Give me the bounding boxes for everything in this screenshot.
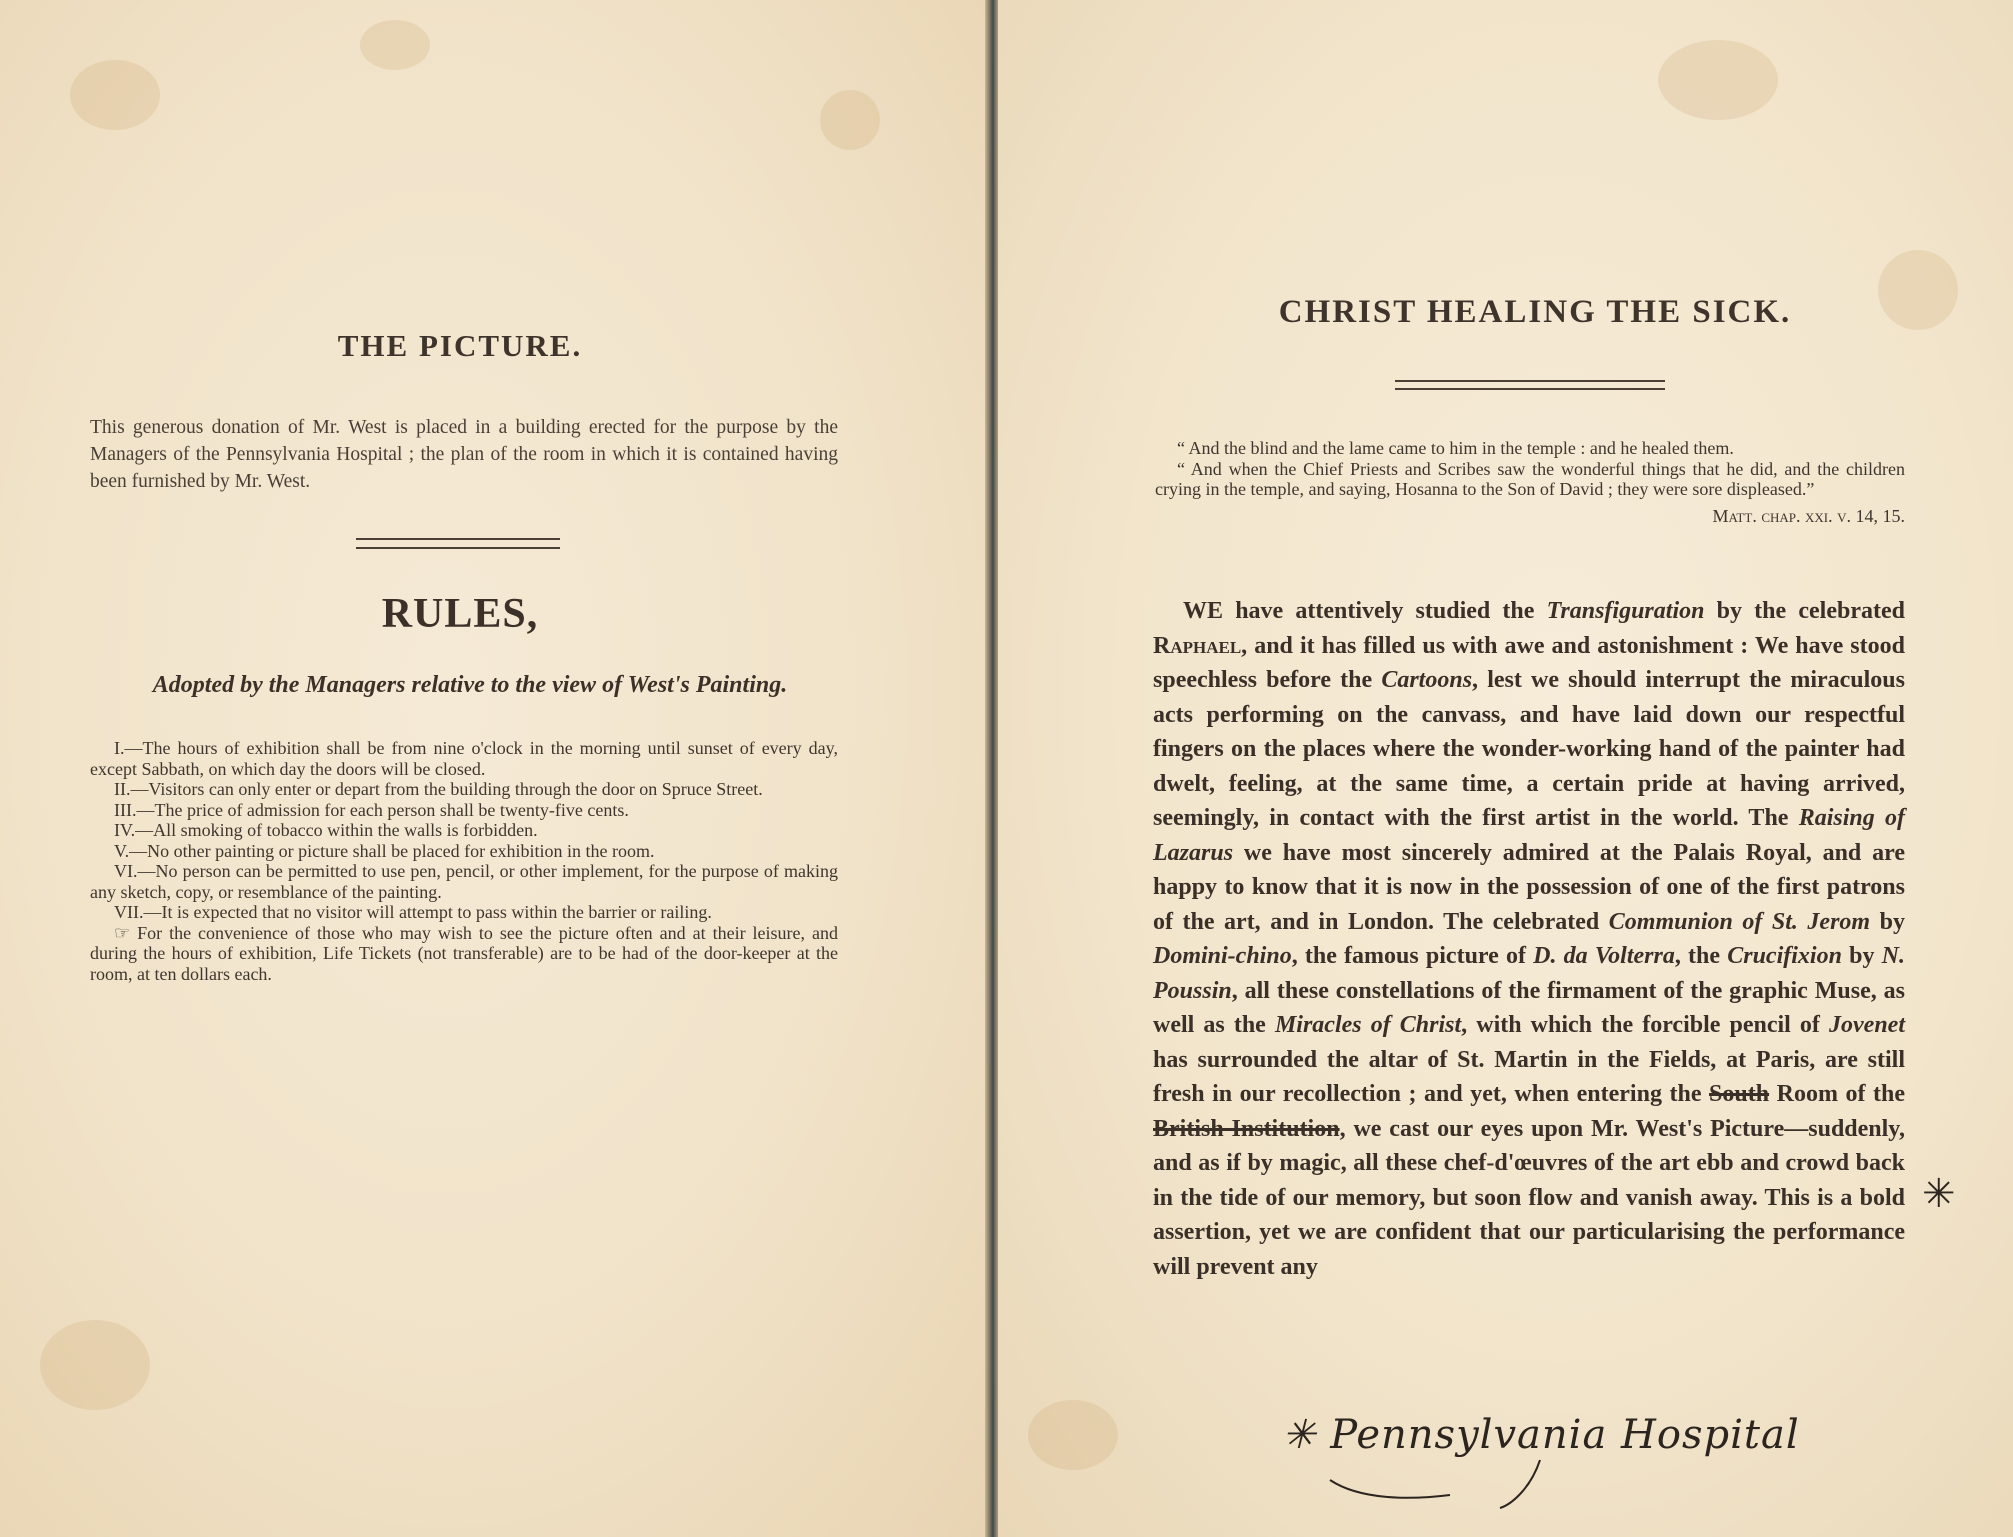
italic-title: Crucifixion [1727,943,1842,969]
foxing-stain [360,20,430,70]
rule-item: V.—No other painting or picture shall be placed for exhibition in the room. [114,840,655,861]
struck-word: South [1709,1081,1770,1107]
epigraph-quote [1155,438,1905,526]
italic-title: Transfiguration [1546,598,1705,624]
text-run: , with which the forcible pencil of [1461,1012,1830,1038]
italic-title: Cartoons [1381,667,1473,693]
foxing-stain [820,90,880,150]
italic-title: Miracles of Christ [1274,1012,1462,1038]
handwritten-note: ✳ Pennsylvania Hospital [1282,1412,1800,1458]
text-run: , and it has filled us with awe and astonishment : We have stood speechless before the [1153,632,1905,693]
intro-paragraph: This generous donation of Mr. West is placed in a building erected for the purpose by the Managers of the Pennsylvania Hospital ; the plan of the room in which it is contained having been furnished by Mr. West. [90,417,838,492]
text-run: by [1841,943,1882,969]
text-run: by [1870,908,1905,935]
quote-citation: Matt. chap. xxi. v. 14, 15. [1712,505,1905,526]
foxing-stain [70,60,160,130]
text-run: has surrounded the altar of St. Martin in the Fields, at Paris, are still fresh in our recollection ; and yet, when entering the [1153,1046,1905,1107]
text-run: WE have attentively studied the [1183,598,1547,624]
italic-title: Jovenet [1829,1012,1905,1038]
quote-line: “ And the blind and the lame came to him in the temple : and he healed them. [1177,438,1734,458]
rule-item-note: ☞ For the convenience of those who may wish to see the picture often and at their leisure, and during the hours of exhibition, Life Tickets (not transferable) are to be had of the door-keeper at the room, at ten dollars each. [90,922,838,984]
decorative-rule [1395,380,1665,390]
rule-item: VII.—It is expected that no visitor will attempt to pass within the barrier or railing. [114,902,712,922]
rules-heading: RULES, [381,591,539,637]
text-run: by the celebrated [1704,598,1905,624]
text-run: Room of the [1769,1081,1906,1107]
italic-title: Raising of Lazarus [1153,805,1905,866]
italic-title: D. da Volterra [1533,943,1675,969]
margin-asterisk-mark: ✳ [1922,1171,1956,1216]
rule-item: VI.—No person can be permitted to use pen, pencil, or other implement, for the purpose of making any sketch, copy, or resemblance of the painting. [90,861,838,902]
text-run: , we cast our eyes upon Mr. West's Picture—suddenly, and as if by magic, all these chef-d'œuvres of the art ebb and crowd back in the tide of our memory, but soon flow and vanish away. This is a bold assertion, yet we are confident that our particularising the performance will prevent any [1153,1115,1905,1280]
text-run: , the [1674,943,1728,969]
foxing-stain [1658,40,1778,120]
foxing-stain [1028,1400,1118,1470]
rule-item: IV.—All smoking of tobacco within the walls is forbidden. [114,820,538,840]
foxing-stain [40,1320,150,1410]
page-title-christ-healing: CHRIST HEALING THE SICK. [1278,294,1792,330]
text-run: , all these constellations of the firmament of the graphic Muse, as well as the [1153,977,1905,1038]
decorative-rule [356,538,560,549]
quote-line: “ And when the Chief Priests and Scribes saw the wonderful things that he did, and the children crying in the temple, and saying, Hosanna to the Son of David ; they were sore displeased.” [1155,458,1905,499]
text-run: , lest we should interrupt the miraculous acts performing on the canvass, and have laid down our respectful fingers on the places where the wonder-working hand of the painter had dwelt, feeling, at the same time, a certain pride at having arrived, seemingly, in contact with the first artist in the world. The [1153,667,1905,831]
body-paragraph [1153,594,1905,1284]
italic-title: N. Poussin [1153,943,1905,1004]
rule-item: III.—The price of admission for each person shall be twenty-five cents. [114,799,629,820]
italic-title: Domini-chino [1153,943,1292,969]
struck-word: British Institution [1153,1115,1340,1142]
page-title-picture: THE PICTURE. [337,328,583,363]
text-run: , the famous picture of [1291,943,1534,969]
text-run: we have most sincerely admired at the Palais Royal, and are happy to know that it is now in the possession of one of the first patrons of the art, and in London. The celebrated [1153,839,1905,935]
small-caps-name: Raphael [1153,632,1242,659]
rule-item: II.—Visitors can only enter or depart from the building through the door on Spruce Street. [114,779,763,799]
rule-item: I.—The hours of exhibition shall be from nine o'clock in the morning until sunset of every day, except Sabbath, on which day the doors will be closed. [90,738,838,779]
rules-list [90,738,838,984]
rules-subtitle: Adopted by the Managers relative to the view of West's Painting. [152,672,788,698]
handwriting-flourish [1210,1400,1730,1510]
italic-title: Communion of St. Jerom [1608,908,1871,935]
